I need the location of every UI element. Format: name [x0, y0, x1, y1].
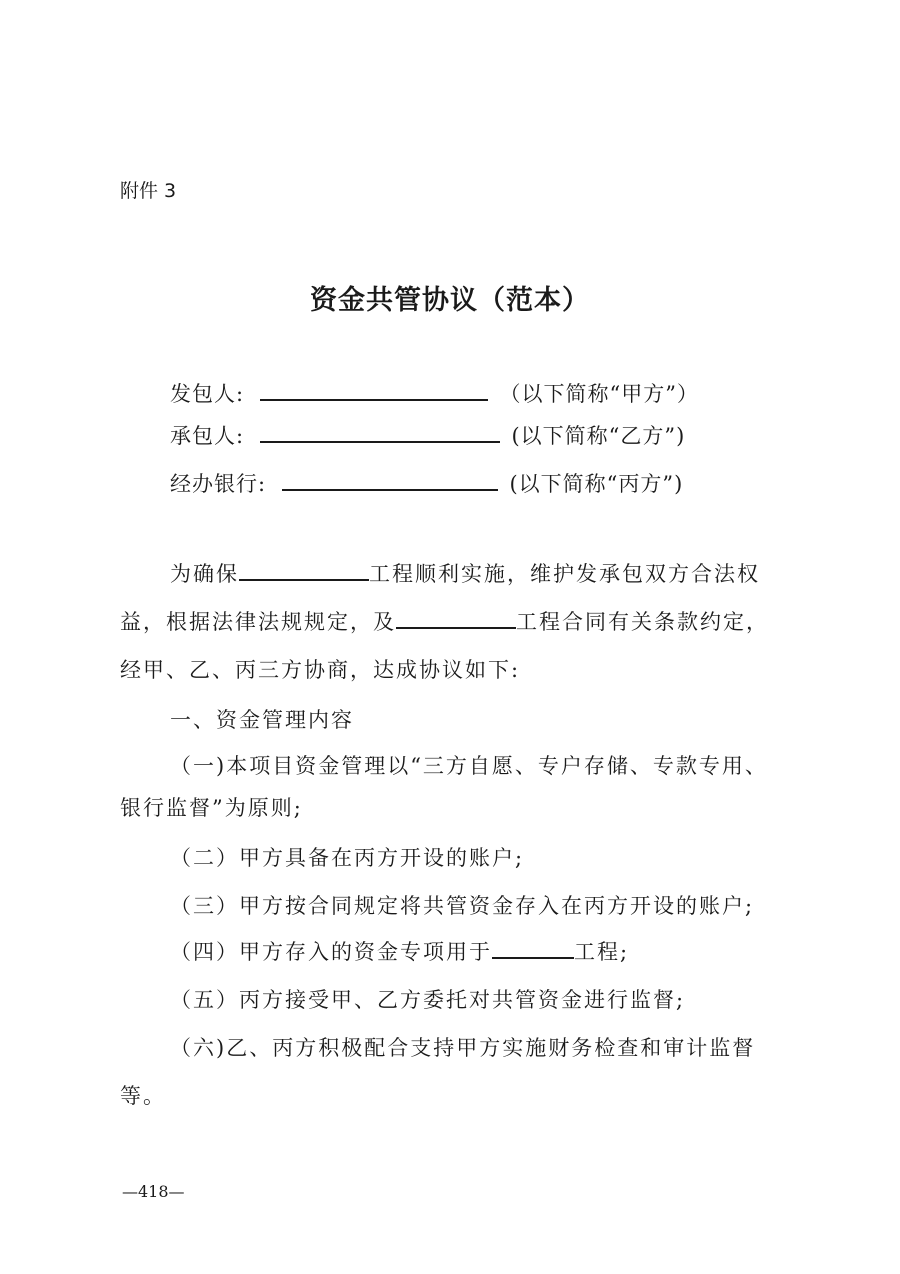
- intro-text: 工程顺利实施，维护发承包双方合法权: [369, 562, 760, 586]
- party-row-employer: [170, 378, 699, 408]
- intro-text: 益，根据法律法规规定，及: [120, 610, 396, 634]
- party-suffix: (以下简称“丙方”): [509, 472, 684, 496]
- fill-blank[interactable]: [260, 421, 500, 443]
- party-row-contractor: [170, 420, 685, 450]
- fill-blank[interactable]: [396, 607, 516, 629]
- item-6-line-1: （六)乙、丙方积极配合支持甲方实施财务检查和审计监督: [170, 1036, 756, 1060]
- intro-line-1: [170, 550, 760, 598]
- item-6-line-2: 等。: [120, 1084, 166, 1108]
- item-2: （二）甲方具备在丙方开设的账户;: [170, 846, 525, 870]
- party-suffix: (以下简称“乙方”): [511, 424, 686, 448]
- item-4: [170, 928, 629, 976]
- section-heading: 一、资金管理内容: [170, 708, 354, 732]
- party-label: 经办银行:: [170, 472, 267, 496]
- intro-line-3: 经甲、乙、丙三方协商，达成协议如下:: [120, 658, 521, 682]
- item-text: （四）甲方存入的资金专项用于: [170, 940, 492, 964]
- item-3: （三）甲方按合同规定将共管资金存入在丙方开设的账户;: [170, 894, 755, 918]
- intro-line-2: [120, 598, 769, 646]
- party-label: 发包人:: [170, 382, 245, 406]
- fill-blank[interactable]: [492, 937, 574, 959]
- fill-blank[interactable]: [260, 379, 488, 401]
- document-title: 资金共管协议（范本）: [310, 285, 590, 316]
- item-text: 工程;: [574, 940, 630, 964]
- page-number: —418—: [122, 1182, 185, 1201]
- item-1-line-2: 银行监督”为原则;: [120, 796, 303, 820]
- party-label: 承包人:: [170, 424, 245, 448]
- intro-text: 为确保: [170, 562, 239, 586]
- party-suffix: （以下简称“甲方”）: [499, 382, 699, 406]
- fill-blank[interactable]: [282, 469, 498, 491]
- party-row-bank: [170, 468, 683, 498]
- item-1-line-1: （一)本项目资金管理以“三方自愿、专户存储、专款专用、: [170, 754, 768, 778]
- intro-text: 工程合同有关条款约定，: [516, 610, 769, 634]
- item-5: （五）丙方接受甲、乙方委托对共管资金进行监督;: [170, 988, 686, 1012]
- fill-blank[interactable]: [239, 559, 369, 581]
- attachment-label: 附件 3: [120, 180, 177, 202]
